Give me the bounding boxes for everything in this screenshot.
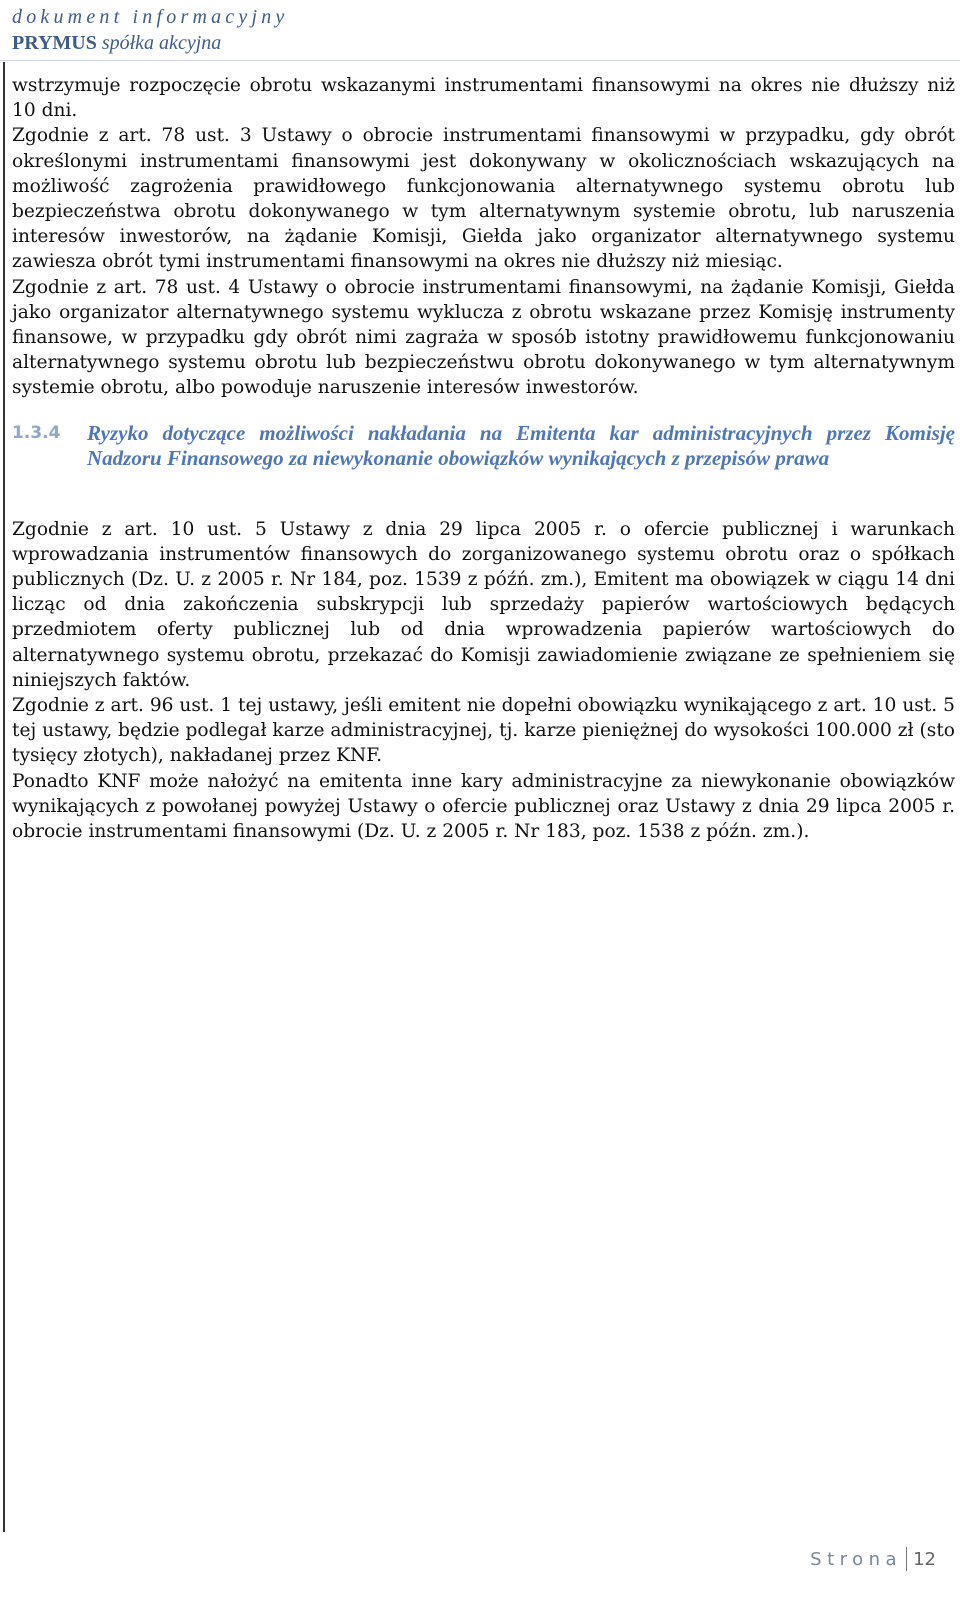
footer-separator bbox=[906, 1547, 907, 1571]
body-paragraph: Zgodnie z art. 96 ust. 1 tej ustawy, jeśli emitent nie dopełni obowiązku wynikającego z art. 10 ust. 5 tej ustawy, będzie podlegał karze administracyjnej, tj. karze pieniężnej do wysokości 100.000 zł (sto tysięcy złotych), nakładanej przez KNF. bbox=[12, 695, 955, 767]
section-number: 1.3.4 bbox=[12, 422, 61, 443]
document-body bbox=[12, 73, 955, 844]
body-paragraph: Ponadto KNF może nałożyć na emitenta inne kary administracyjne za niewykonanie obowiązków wynikających z powołanej powyżej Ustawy o ofercie publicznej oraz Ustawy z dnia 29 lipca 2005 r. obrocie instrumentami finansowymi (Dz. U. z 2005 r. Nr 183, poz. 1538 z późn. zm.). bbox=[12, 770, 955, 843]
header-divider bbox=[0, 60, 960, 61]
body-paragraph: Zgodnie z art. 78 ust. 3 Ustawy o obrocie instrumentami finansowymi w przypadku, gdy obrót określonymi instrumentami finansowymi jest dokonywany w okolicznościach wskazujących na możliwość zagrożenia prawidłowego funkcjonowania alternatywnego systemu obrotu lub bezpieczeństwa obrotu dokonywanego w tym alternatywnym systemie obrotu, lub naruszenia interesów inwestorów, na żądanie Komisji, Giełda jako organizator alternatywnego systemu zawiesza obrót tymi instrumentami finansowymi na okres nie dłuższy niż miesiąc. bbox=[12, 125, 955, 273]
company-name bbox=[12, 30, 288, 56]
left-margin-rule bbox=[3, 62, 5, 1532]
body-paragraph: Zgodnie z art. 78 ust. 4 Ustawy o obrocie instrumentami finansowymi, na żądanie Komisji, Giełda jako organizator alternatywnego systemu wyklucza z obrotu wskazane przez Komisję instrumenty finansowe, w przypadku gdy obrót nimi zagraża w sposób istotny prawidłowemu funkcjonowaniu alternatywnego systemu obrotu lub bezpieczeństwu obrotu dokonywanego w tym alternatywnym systemie obrotu, albo powoduje naruszenie interesów inwestorów. bbox=[12, 276, 955, 399]
page-footer bbox=[810, 1547, 936, 1571]
document-type-label: dokument informacyjny bbox=[12, 6, 289, 28]
paragraph-spacer bbox=[12, 401, 955, 421]
page-number: 12 bbox=[913, 1548, 936, 1570]
paragraph-spacer bbox=[12, 497, 955, 517]
body-paragraph: Zgodnie z art. 10 ust. 5 Ustawy z dnia 29 lipca 2005 r. o ofercie publicznej i warunkach wprowadzania instrumentów finansowych do zorganizowanego systemu obrotu oraz o spółkach publicznych (Dz. U. z 2005 r. Nr 184, poz. 1539 z późń. zm.), Emitent ma obowiązek w ciągu 14 dni licząc od dnia zakończenia subskrypcji lub sprzedaży papierów wartościowych będących przedmiotem oferty publicznej lub od dnia wprowadzenia papierów wartościowych do alternatywnego systemu obrotu, przekazać do Komisji zawiadomienie związane ze spełnieniem się niniejszych faktów. bbox=[12, 518, 955, 691]
body-paragraph: wstrzymuje rozpoczęcie obrotu wskazanymi instrumentami finansowymi na okres nie dłuższy niż 10 dni. bbox=[12, 75, 955, 122]
document-header bbox=[12, 4, 288, 56]
company-legal-form: spółka akcyjna bbox=[101, 32, 222, 54]
section-heading bbox=[12, 421, 955, 497]
page-label: Strona bbox=[810, 1548, 903, 1570]
company-brand: PRYMUS bbox=[12, 32, 97, 54]
section-title: Ryzyko dotyczące możliwości nakładania na Emitenta kar administracyjnych przez Komisję Nadzoru Finansowego za niewykonanie obowiązków wynikających z przepisów prawa bbox=[87, 420, 955, 471]
